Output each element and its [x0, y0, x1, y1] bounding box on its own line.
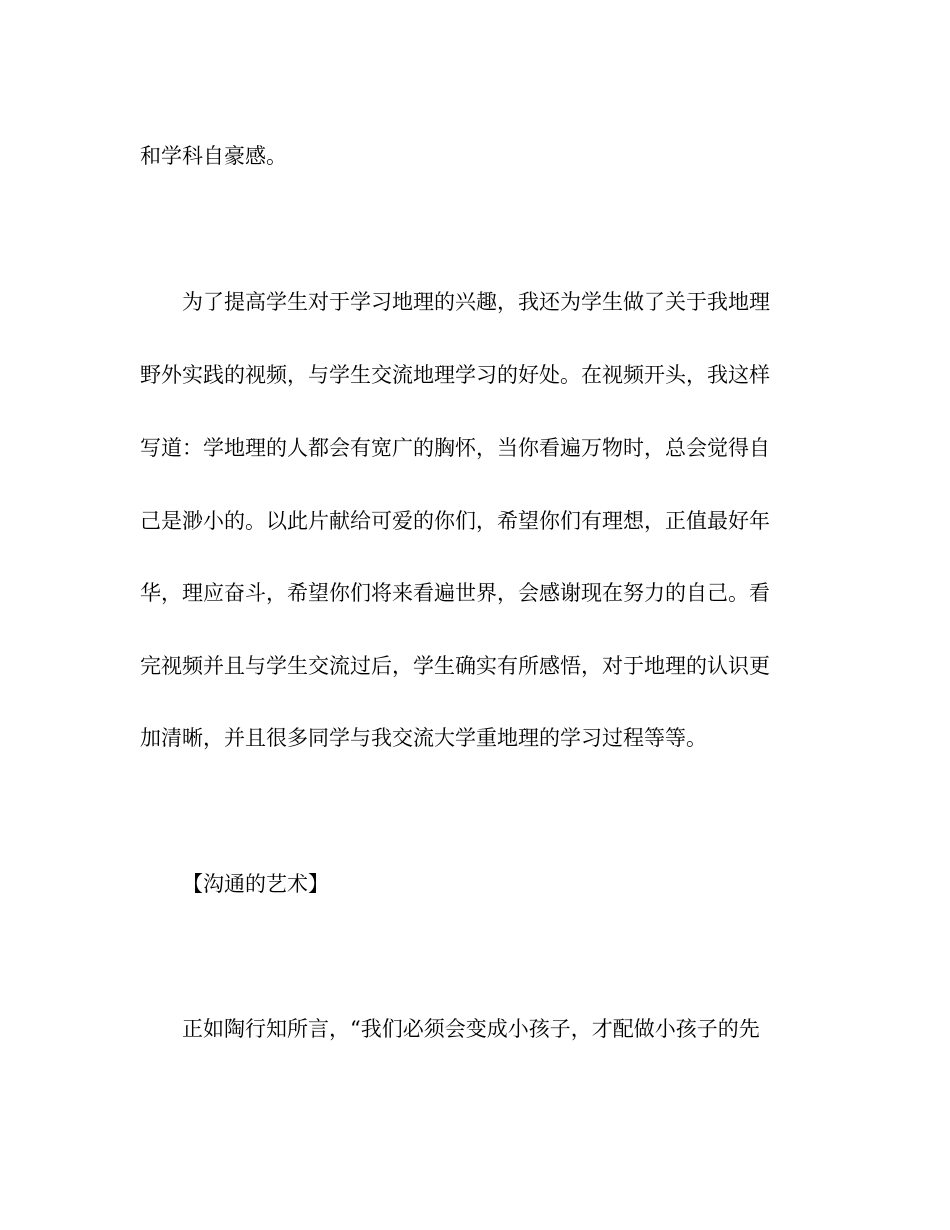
paragraph-line: 华，理应奋斗，希望你们将来看遍世界，会感谢现在努力的自己。看 [140, 581, 770, 605]
paragraph-line: 为了提高学生对于学习地理的兴趣，我还为学生做了关于我地理 [182, 290, 770, 314]
section-heading: 【沟通的艺术】 [182, 872, 329, 896]
paragraph-line: 写道：学地理的人都会有宽广的胸怀，当你看遍万物时，总会觉得自 [140, 436, 770, 460]
paragraph-line: 正如陶行知所言，“我们必须会变成小孩子，才配做小孩子的先 [182, 1017, 760, 1041]
paragraph-line: 野外实践的视频，与学生交流地理学习的好处。在视频开头，我这样 [140, 363, 770, 387]
paragraph-line: 加清晰，并且很多同学与我交流大学重地理的学习过程等等。 [140, 726, 707, 750]
paragraph-line: 己是渺小的。以此片献给可爱的你们，希望你们有理想，正值最好年 [140, 509, 770, 533]
paragraph-tail-line: 和学科自豪感。 [140, 144, 287, 168]
paragraph-line: 完视频并且与学生交流过后，学生确实有所感悟，对于地理的认识更 [140, 654, 770, 678]
